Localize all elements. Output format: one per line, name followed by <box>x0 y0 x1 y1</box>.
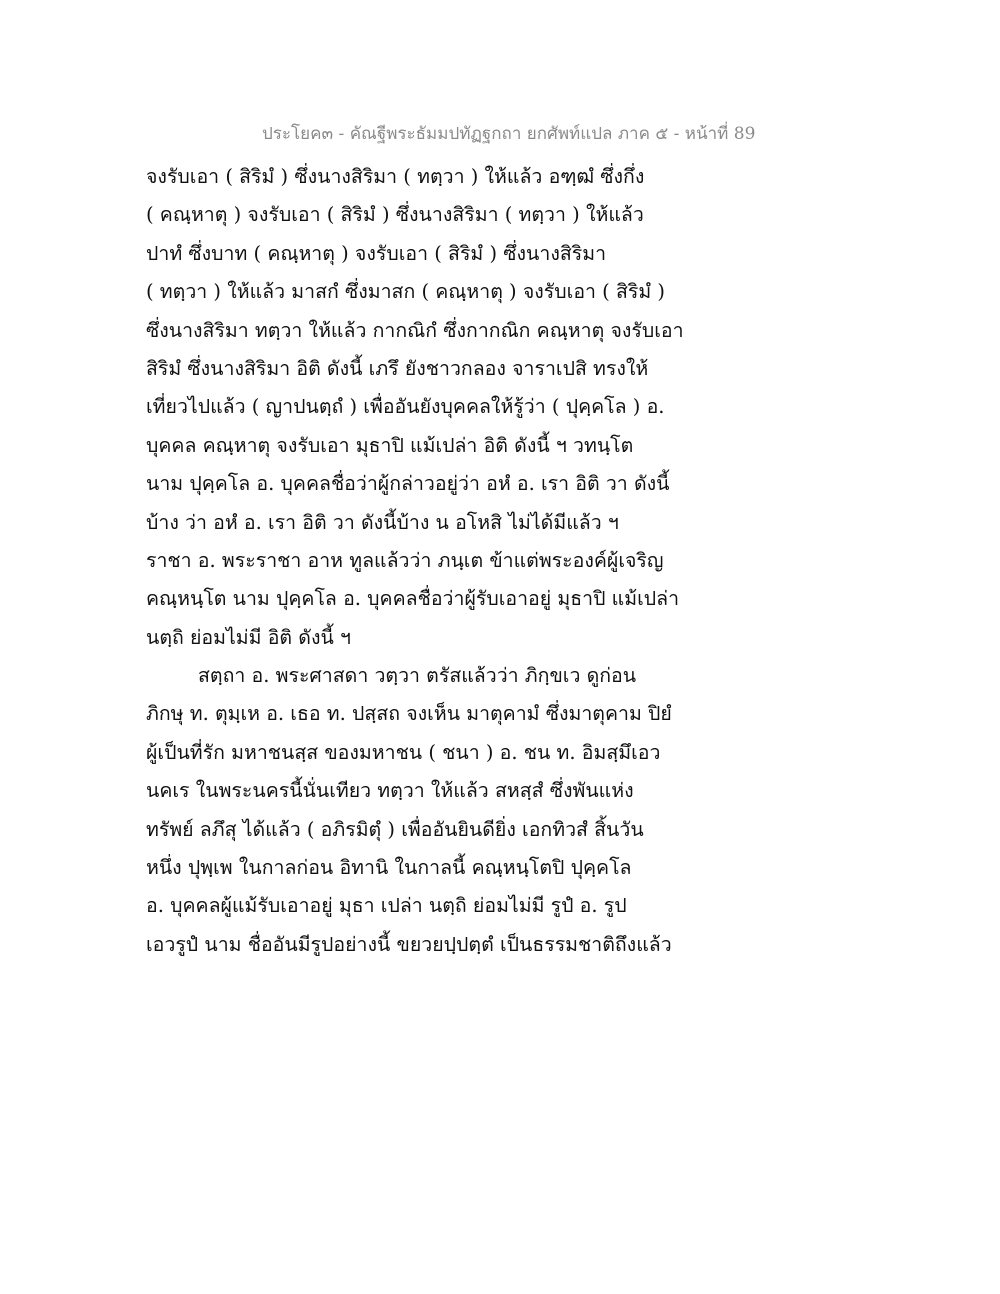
text-line: ทรัพย์ ลภึสุ ได้แล้ว ( อภิรมิตุํ ) เพื่ออันยินดียิ่ง เอกทิวสํ สิ้นวัน <box>146 817 644 841</box>
text-line: ( คณฺหาตุ ) จงรับเอา ( สิริมํ ) ซึ่งนางสิริมา ( ทตฺวา ) ให้แล้ว <box>146 203 644 227</box>
text-line: ภิกษุ ท. ตุมฺเห อ. เธอ ท. ปสฺสถ จงเห็น มาตุคามํ ซึ่งมาตุคาม ปิยํ <box>146 702 672 726</box>
text-line: หนึ่ง ปุพฺเพ ในกาลก่อน อิทานิ ในกาลนี้ คณฺหนฺโตปิ ปุคฺคโล <box>146 856 632 880</box>
text-line: นาม ปุคฺคโล อ. บุคคลชื่อว่าผู้กล่าวอยู่ว่า อหํ อ. เรา อิติ วา ดังนี้ <box>146 472 670 496</box>
text-line: เอวรูปํ นาม ชื่ออันมีรูปอย่างนี้ ขยวยปฺปตฺตํ เป็นธรรมชาติถึงแล้ว <box>146 932 672 956</box>
text-line: จงรับเอา ( สิริมํ ) ซึ่งนางสิริมา ( ทตฺวา ) ให้แล้ว อฑฺฒํ ซึ่งกึ่ง <box>146 165 645 188</box>
text-line: นคเร ในพระนครนี้นั่นเทียว ทตฺวา ให้แล้ว สหสฺสํ ซึ่งพันแห่ง <box>146 779 634 803</box>
text-line: นตฺถิ ย่อมไม่มี อิติ ดังนี้ ฯ <box>146 625 351 649</box>
text-line: คณฺหนฺโต นาม ปุคฺคโล อ. บุคคลชื่อว่าผู้รับเอาอยู่ มุธาปิ แม้เปล่า <box>146 587 680 611</box>
text-line: ( ทตฺวา ) ให้แล้ว มาสกํ ซึ่งมาสก ( คณฺหาตุ ) จงรับเอา ( สิริมํ ) <box>146 280 666 304</box>
text-line: ราชา อ. พระราชา อาห ทูลแล้วว่า ภนฺเต ข้าแต่พระองค์ผู้เจริญ <box>146 548 664 572</box>
text-line: เที่ยวไปแล้ว ( ญาปนตฺถํ ) เพื่ออันยังบุคคลให้รู้ว่า ( ปุคฺคโล ) อ. <box>146 395 665 419</box>
document-body <box>146 158 706 964</box>
text-line: ผู้เป็นที่รัก มหาชนสฺส ของมหาชน ( ชนา ) อ. ชน ท. อิมสฺมึเอว <box>146 740 661 764</box>
text-line: บ้าง ว่า อหํ อ. เรา อิติ วา ดังนี้บ้าง น อโหสิ ไม่ได้มีแล้ว ฯ <box>146 510 619 534</box>
text-line: บุคคล คณฺหาตุ จงรับเอา มุธาปิ แม้เปล่า อิติ ดังนี้ ฯ วทนฺโต <box>146 433 634 457</box>
text-line: สิริมํ ซึ่งนางสิริมา อิติ ดังนี้ เภรึ ยังชาวกลอง จาราเปสิ ทรงให้ <box>146 356 649 380</box>
text-line: ซึ่งนางสิริมา ทตฺวา ให้แล้ว กากณิกํ ซึ่งกากณิก คณฺหาตุ จงรับเอา <box>146 318 684 342</box>
text-line: อ. บุคคลผู้แม้รับเอาอยู่ มุธา เปล่า นตฺถิ ย่อมไม่มี รูปํ อ. รูป <box>146 894 627 918</box>
paragraph-first-line: สตฺถา อ. พระศาสดา วตฺวา ตรัสแล้วว่า ภิกฺขเว ดูก่อน <box>198 664 637 688</box>
text-line: ปาทํ ซึ่งบาท ( คณฺหาตุ ) จงรับเอา ( สิริมํ ) ซึ่งนางสิริมา <box>146 241 607 265</box>
page-header: ประโยค๓ - คัณฐีพระธัมมปทัฏฐกถา ยกศัพท์แปล ภาค ๕ - หน้าที่ 89 <box>262 124 756 144</box>
